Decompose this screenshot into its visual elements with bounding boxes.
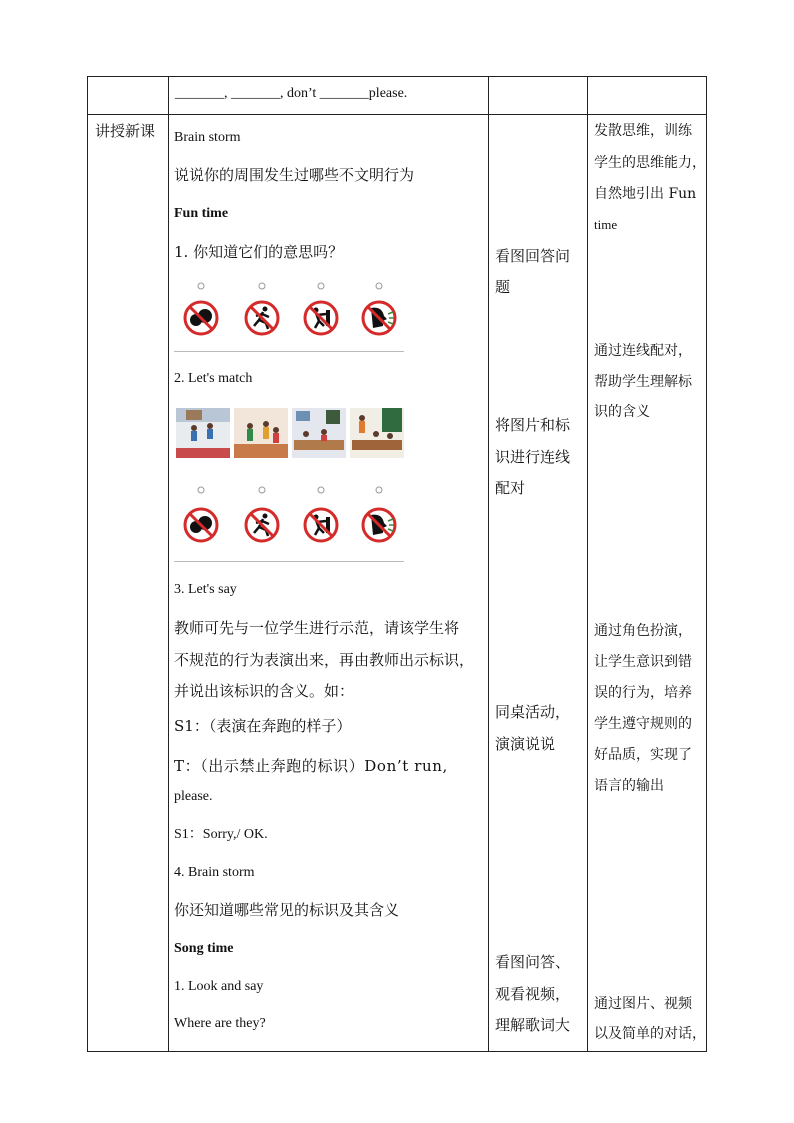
where-are-they: Where are they? bbox=[174, 1016, 266, 1031]
sign-strip bbox=[174, 480, 404, 558]
dialogue-s1-reply: S1：Sorry,/ OK. bbox=[174, 827, 268, 842]
student-activity: 识进行连线 bbox=[495, 448, 571, 466]
design-purpose: 通过连线配对， bbox=[594, 343, 692, 359]
dialogue-teacher-cont: please. bbox=[174, 789, 213, 804]
design-purpose: 通过角色扮演， bbox=[594, 623, 692, 639]
column-divider bbox=[168, 77, 169, 1051]
image-divider bbox=[174, 351, 404, 352]
fill-in-blank-sentence: _______, _______, don’t _______please. bbox=[175, 86, 408, 101]
design-purpose: 让学生意识到错 bbox=[594, 654, 692, 670]
design-purpose: 学生的思维能力， bbox=[594, 155, 706, 171]
demo-paragraph-line: 教师可先与一位学生进行示范，请该学生将 bbox=[174, 619, 460, 637]
behaviour-photos bbox=[176, 408, 404, 458]
design-purpose: time bbox=[594, 217, 618, 232]
question-4: 4. Brain storm bbox=[174, 865, 255, 880]
design-purpose: 语言的输出 bbox=[594, 778, 664, 794]
design-purpose: 发散思维，训练 bbox=[594, 123, 692, 139]
no-running-sign-icon bbox=[246, 283, 278, 334]
student-activity: 演演说说 bbox=[495, 735, 556, 753]
brain-storm-heading: Brain storm bbox=[174, 130, 241, 145]
classroom-desks-picture bbox=[292, 408, 346, 458]
design-purpose: 识的含义 bbox=[594, 404, 650, 420]
student-activity: 理解歌词大 bbox=[495, 1016, 571, 1034]
song-time-heading: Song time bbox=[174, 941, 234, 956]
student-activity: 同桌活动， bbox=[495, 703, 571, 721]
question-4-text: 你还知道哪些常见的标识及其含义 bbox=[174, 901, 400, 919]
no-behaviour-signs bbox=[174, 480, 404, 558]
column-divider bbox=[587, 77, 588, 1051]
no-pushing-sign-icon bbox=[305, 487, 337, 541]
no-running-sign-icon bbox=[246, 487, 278, 541]
demo-paragraph-line: 不规范的行为表演出来，再由教师出示标识， bbox=[174, 651, 475, 669]
question-2: 2. Let's match bbox=[174, 371, 253, 386]
question-3: 3. Let's say bbox=[174, 582, 237, 597]
no-shouting-sign-icon bbox=[363, 283, 395, 334]
question-1: 1. 你知道它们的意思吗？ bbox=[174, 243, 344, 261]
sign-strip bbox=[174, 276, 404, 354]
design-purpose: 好品质，实现了 bbox=[594, 747, 692, 763]
student-activity: 配对 bbox=[495, 479, 526, 497]
no-behaviour-signs bbox=[174, 276, 404, 354]
student-activity: 看图回答问 bbox=[495, 247, 571, 265]
student-activity: 题 bbox=[495, 278, 511, 296]
design-purpose: 自然地引出 Fun bbox=[594, 186, 697, 202]
row-divider bbox=[88, 114, 706, 115]
demo-paragraph-line: 并说出该标识的含义。如： bbox=[174, 682, 355, 700]
no-shouting-sign-icon bbox=[363, 487, 395, 541]
design-purpose: 帮助学生理解标 bbox=[594, 374, 692, 390]
dialogue-s1: S1：（表演在奔跑的样子） bbox=[174, 717, 352, 735]
student-activity: 观看视频， bbox=[495, 985, 571, 1003]
dialogue-teacher: T：（出示禁止奔跑的标识）Don’t run, bbox=[174, 757, 448, 775]
library-children-picture bbox=[350, 408, 404, 458]
design-purpose: 误的行为，培养 bbox=[594, 685, 692, 701]
design-purpose: 通过图片、视频 bbox=[594, 996, 692, 1012]
brain-storm-question: 说说你的周围发生过哪些不文明行为 bbox=[174, 166, 415, 184]
classroom-scenes bbox=[176, 408, 404, 462]
section-label: 讲授新课 bbox=[95, 122, 156, 140]
design-purpose: 学生遵守规则的 bbox=[594, 716, 692, 732]
no-talking-sign-icon bbox=[185, 283, 217, 334]
student-activity: 将图片和标 bbox=[495, 416, 571, 434]
image-divider bbox=[174, 561, 404, 562]
running-children-picture bbox=[176, 408, 230, 458]
student-activity: 看图问答、 bbox=[495, 953, 571, 971]
look-and-say: 1. Look and say bbox=[174, 979, 264, 994]
column-divider bbox=[488, 77, 489, 1051]
playground-children-picture bbox=[234, 408, 288, 458]
no-talking-sign-icon bbox=[185, 487, 217, 541]
design-purpose: 以及简单的对话， bbox=[594, 1026, 706, 1042]
no-pushing-sign-icon bbox=[305, 283, 337, 334]
fun-time-heading: Fun time bbox=[174, 206, 229, 221]
